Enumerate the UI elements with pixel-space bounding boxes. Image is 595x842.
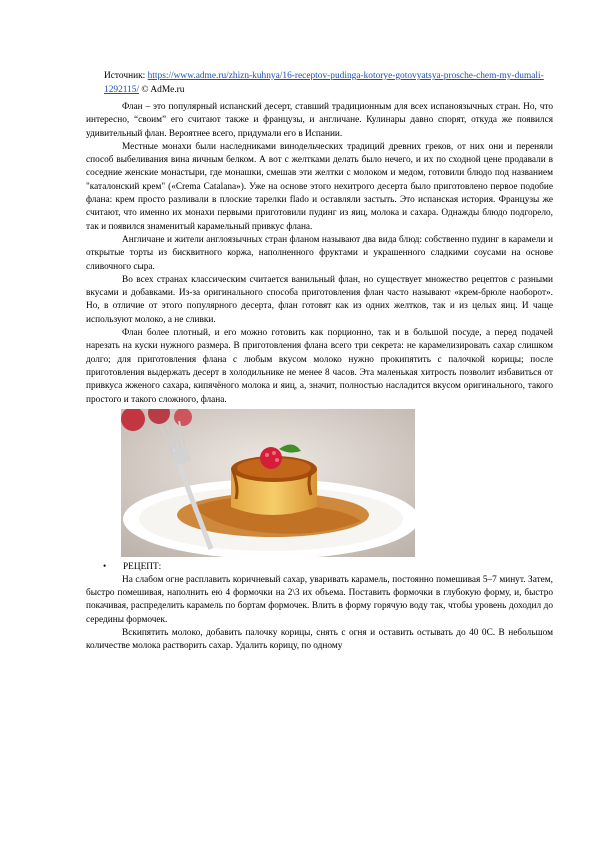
recipe-heading [103,561,553,574]
paragraph: Англичане и жители англоязычных стран фланом называют два вида блюд: собственно пудинг в карамели и открытые торты из бисквитного коржа, наполненного фруктами и украшенного сладкими соусами на основе сливочного сыра. [86,234,553,272]
recipe-paragraph: На слабом огне расплавить коричневый сахар, уваривать карамель, постоянно помешивая 5–7 минут. Затем, быстро помешивая, наполнить ею 4 формочки на 2\3 их объема. Поставить формочки в глубокую форму, и, быстро покачивая, распределить карамель по бортам формочек. Влить в форму горячую воду так, чтобы уровень доходил до середины формочек. [86,574,553,625]
paragraph: Во всех странах классическим считается ванильный флан, но существует множество рецептов с разными вкусами и добавками. Из-за оригинального способа приготовления флан часто называют «крем-брюле наоборот». Но, в отличие от этого популярного десерта, флан готовят как из одних желтков, так и из целых яиц. И чаще используют молоко, а не сливки. [86,274,553,325]
flan-illustration [121,409,415,557]
paragraph: Флан – это популярный испанский десерт, ставший традиционным для всех испаноязычных стран. Но, что интересно, “своим” его считают также и французы, и англичане. Кулинары давно спорят, откуда же появился удивительный флан. Вероятнее всего, придумали его в Испании. [86,102,553,139]
bullet-icon: • [103,561,107,572]
recipe-heading-text: РЕЦЕПТ: [123,561,162,572]
flan-photo [121,409,415,557]
document-body [86,70,553,654]
paragraph: Местные монахи были наследниками винодельческих традиций древних греков, от них они и переняли способ выбеливания вина яичным белком. А вот с желтками делать было нечего, и их по сходной цене продавали в соседние женские монастыри, где монашки, смешав эти желтки с молоком и медом, готовили блюдо под названием "каталонский крем" («Crema Catalana»). Уже на основе этого нехитрого десерта было приготовлено первое подобие флана: крем просто разливали в плоские тарелки flado и оставляли застыть. Это испанская история. Французы же считают, что именно их монахи первыми приготовили пудинг из яиц, молока и сахара. Однажды блюдо подгорело, так и появился знаменитый карамельный привкус флана. [86,141,553,232]
source-link[interactable]: https://www.adme.ru/zhizn-kuhnya/16-receptov-pudinga-kotorye-gotovyatsya-prosche-chem-my-dumali-1292115/ [104,71,544,95]
paragraph: Флан более плотный, и его можно готовить как порционно, так и в большой посуде, а перед подачей нарезать на куски нужного размера. В приготовления флана всего три секрета: не карамелизировать сахар слишком долго; для приготовления флана с любым вкусом молоко нужно прокипятить с палочкой корицы; после приготовления выдержать десерт в холодильнике не менее 8 часов. Эта маленькая хитрость позволит избавиться от привкуса жженого сахара, кипячёного молока и яиц, а, значит, полностью насладится вкусом оригинального, такого простого и такого сложного, флана. [86,328,553,405]
source-label: Источник: [104,71,146,81]
source-suffix: © AdMe.ru [139,84,185,95]
recipe-paragraph: Вскипятить молоко, добавить палочку корицы, снять с огня и оставить остывать до 40 0С. В небольшом количестве молока растворить сахар. Удалить корицу, по одному [86,628,553,652]
source-line [104,70,553,97]
